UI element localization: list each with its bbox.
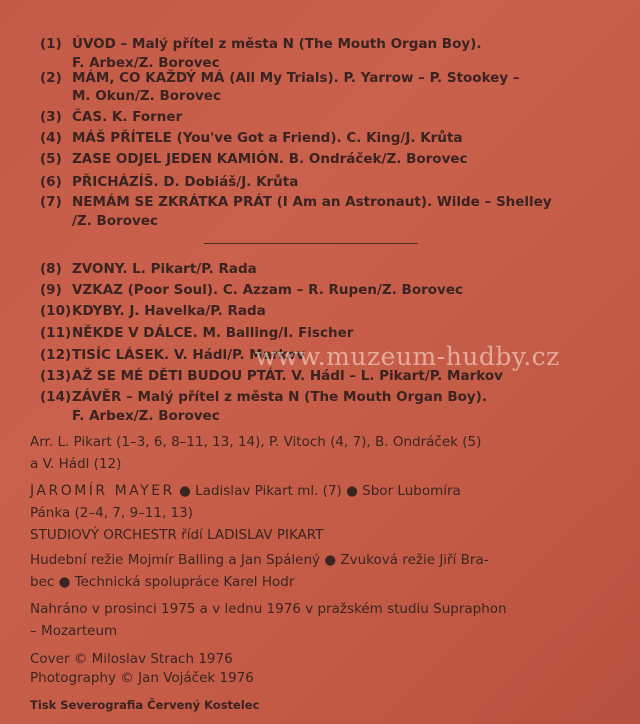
track-number: (13) — [40, 368, 72, 384]
watermark-text: www.muzeum-hudby.cz — [255, 342, 560, 371]
track-number: (8) — [40, 261, 62, 277]
track-6 — [40, 172, 620, 193]
production-line-2: bec ● Technická spolupráce Karel Hodr — [30, 574, 295, 590]
arrangers-line-2: a V. Hádl (12) — [30, 456, 122, 472]
track-title: MÁŠ PŘÍTELE (You've Got a Friend). C. King/J. Krůta — [72, 130, 463, 146]
track-number: (4) — [40, 130, 62, 146]
track-number: (14) — [40, 389, 72, 405]
track-7 — [40, 192, 620, 213]
track-14-credit: F. Arbex/Z. Borovec — [72, 408, 220, 424]
track-3 — [40, 107, 620, 128]
track-title: VZKAZ (Poor Soul). C. Azzam – R. Rupen/Z. Borovec — [72, 282, 463, 298]
arrangers-line-1: Arr. L. Pikart (1–3, 6, 8–11, 13, 14), P. Vitoch (4, 7), B. Ondráček (5) — [30, 434, 482, 450]
track-title: MÁM, CO KAŽDÝ MÁ (All My Trials). P. Yarrow – P. Stookey – — [72, 70, 520, 86]
track-number: (2) — [40, 70, 62, 86]
track-title: ZASE ODJEL JEDEN KAMIÓN. B. Ondráček/Z. Borovec — [72, 151, 468, 167]
recording-line-2: – Mozarteum — [30, 623, 118, 639]
track-10 — [40, 301, 620, 322]
track-8 — [40, 259, 620, 280]
track-title: PŘICHÁZÍŠ. D. Dobiáš/J. Krůta — [72, 174, 299, 190]
track-number: (9) — [40, 282, 62, 298]
track-7-credit: /Z. Borovec — [72, 213, 159, 229]
track-14 — [40, 387, 620, 408]
track-title: AŽ SE MÉ DĚTI BUDOU PTÁT. V. Hádl – L. Pikart/P. Markov — [72, 368, 503, 384]
artist-name: JAROMÍR MAYER — [30, 483, 175, 499]
artist-others: ● Ladislav Pikart ml. (7) ● Sbor Lubomíra — [179, 483, 461, 499]
track-1-credit: F. Arbex/Z. Borovec — [72, 55, 220, 71]
production-line-1: Hudební režie Mojmír Balling a Jan Spálený ● Zvuková režie Jiří Bra- — [30, 552, 489, 568]
photo-credit: Photography © Jan Vojáček 1976 — [30, 670, 254, 686]
recording-line-1: Nahráno v prosinci 1975 a v lednu 1976 v pražském studiu Supraphon — [30, 601, 507, 617]
track-5 — [40, 149, 620, 170]
track-2 — [40, 68, 620, 89]
artists-line-2: Pánka (2–4, 7, 9–11, 13) — [30, 505, 194, 521]
track-2-credit: M. Okun/Z. Borovec — [72, 88, 221, 104]
track-number: (3) — [40, 109, 62, 125]
track-title: ČAS. K. Forner — [72, 109, 183, 125]
track-number: (12) — [40, 347, 72, 363]
track-1 — [40, 34, 620, 55]
track-number: (11) — [40, 325, 72, 341]
track-title: TISÍC LÁSEK. V. Hádl/P. Markov — [72, 347, 306, 363]
track-number: (5) — [40, 151, 62, 167]
track-number: (6) — [40, 174, 62, 190]
track-title: ZÁVĚR – Malý přítel z města N (The Mouth Organ Boy). — [72, 389, 487, 405]
track-title: ZVONY. L. Pikart/P. Rada — [72, 261, 257, 277]
track-number: (1) — [40, 36, 62, 52]
track-number: (7) — [40, 194, 62, 210]
cover-credit: Cover © Miloslav Strach 1976 — [30, 651, 233, 667]
artists-line-1 — [30, 480, 461, 502]
track-11 — [40, 323, 620, 344]
track-title: KDYBY. J. Havelka/P. Rada — [72, 303, 266, 319]
track-title: ÚVOD – Malý přítel z města N (The Mouth Organ Boy). — [72, 36, 482, 52]
track-number: (10) — [40, 303, 72, 319]
track-4 — [40, 128, 620, 149]
track-title: NĚKDE V DÁLCE. M. Balling/I. Fischer — [72, 325, 354, 341]
side-divider — [204, 243, 418, 244]
print-credit: Tisk Severografia Červený Kostelec — [30, 698, 260, 712]
orchestra-line: STUDIOVÝ ORCHESTR řídí LADISLAV PIKART — [30, 527, 324, 543]
track-title: NEMÁM SE ZKRÁTKA PRÁT (I Am an Astronaut). Wilde – Shelley — [72, 194, 552, 210]
track-9 — [40, 280, 620, 301]
